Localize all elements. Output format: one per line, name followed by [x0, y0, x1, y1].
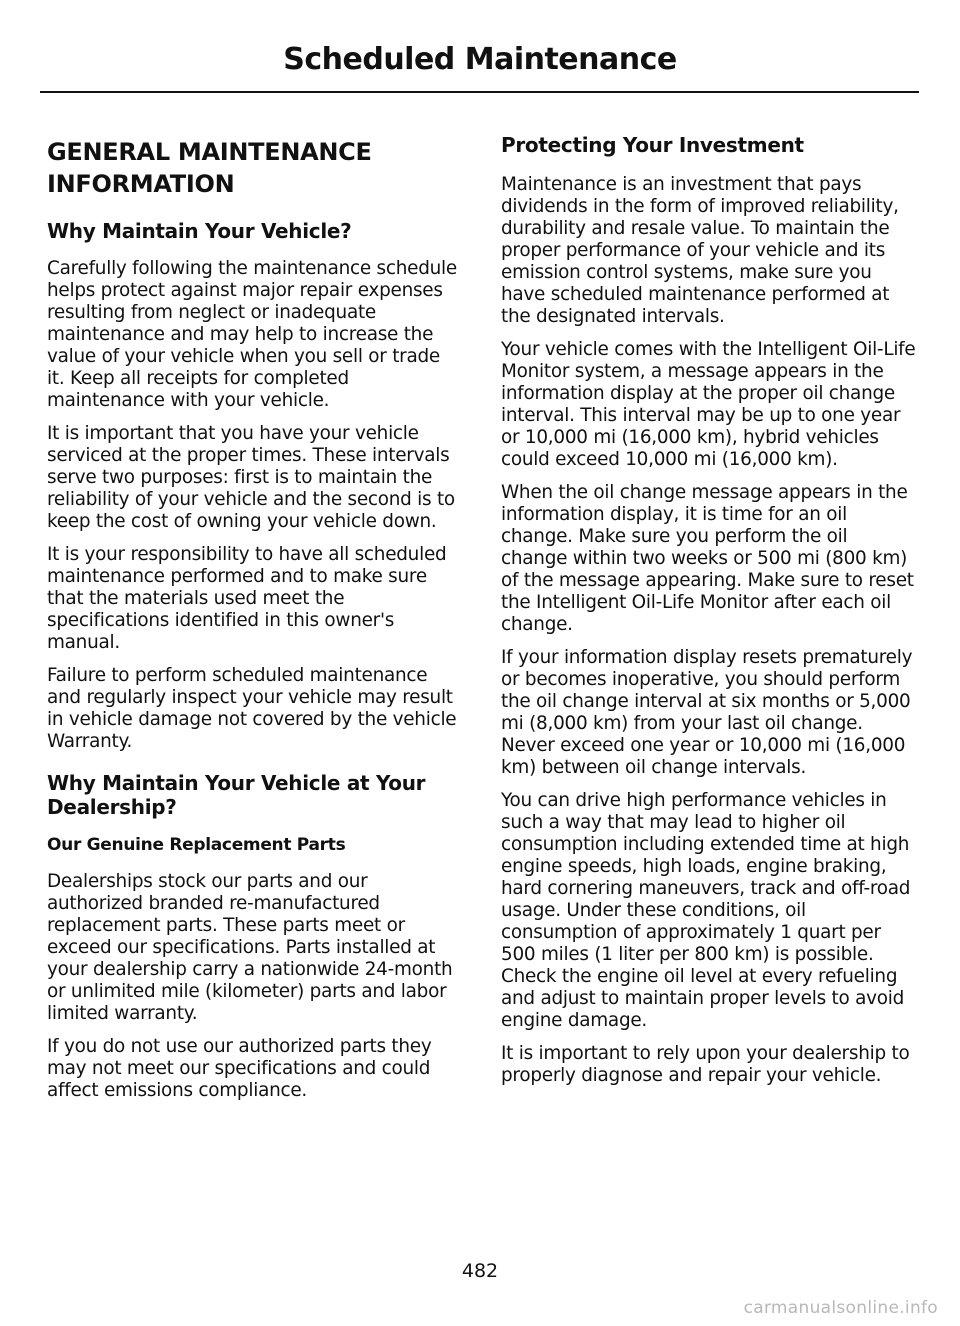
- paragraph: When the oil change message appears in the information display, it is time for an oil change. Make sure you perform the oil change within two weeks or 500 mi (800 km) of the message appearing. Make sure to reset the Intelligent Oil-Life Monitor after each oil change.: [501, 482, 914, 635]
- watermark-link[interactable]: carmanualsonline.info: [743, 1298, 938, 1318]
- dealership-heading: Why Maintain Your Vehicle at Your Dealership?: [47, 771, 426, 819]
- header-divider: [40, 91, 919, 93]
- protecting-investment-heading: Protecting Your Investment: [501, 133, 804, 157]
- why-maintain-heading: Why Maintain Your Vehicle?: [47, 219, 352, 243]
- page-header-title: Scheduled Maintenance: [283, 42, 677, 77]
- paragraph: Dealerships stock our parts and our authorized branded re-manufactured replacement parts. These parts meet or exceed our specifications. Parts installed at your dealership carry a nationwide 24-month or unlimited mile (kilometer) parts and labor limited warranty.: [47, 871, 453, 1024]
- page-number: 482: [461, 1260, 499, 1282]
- section-title: GENERAL MAINTENANCE INFORMATION: [47, 138, 372, 198]
- paragraph: Maintenance is an investment that pays dividends in the form of improved reliability, durability and resale value. To maintain the proper performance of your vehicle and its emission control systems, make sure you have scheduled maintenance performed at the designated intervals.: [501, 174, 899, 327]
- paragraph: Carefully following the maintenance schedule helps protect against major repair expenses resulting from neglect or inadequate maintenance and may help to increase the value of your vehicle when you sell or trade it. Keep all receipts for completed maintenance with your vehicle.: [47, 258, 457, 411]
- paragraph: It is important to rely upon your dealership to properly diagnose and repair your vehicle.: [501, 1043, 910, 1086]
- right-column: [501, 130, 919, 1098]
- paragraph: It is your responsibility to have all scheduled maintenance performed and to make sure that the materials used meet the specifications identified in this owner's manual.: [47, 544, 447, 653]
- paragraph: You can drive high performance vehicles in such a way that may lead to higher oil consumption including extended time at high engine speeds, high loads, engine braking, hard cornering maneuvers, track and off-road usage. Under these conditions, oil consumption of approximately 1 quart per 500 miles (1 liter per 800 km) is possible. Check the engine oil level at every refueling and adjust to maintain proper levels to avoid engine damage.: [501, 790, 911, 1031]
- paragraph: Your vehicle comes with the Intelligent Oil-Life Monitor system, a message appears in the information display at the proper oil change interval. This interval may be up to one year or 10,000 mi (16,000 km), hybrid vehicles could exceed 10,000 mi (16,000 km).: [501, 339, 916, 470]
- paragraph: Failure to perform scheduled maintenance and regularly inspect your vehicle may result in vehicle damage not covered by the vehicle Warranty.: [47, 665, 457, 752]
- genuine-parts-subheading: Our Genuine Replacement Parts: [47, 835, 346, 855]
- paragraph: It is important that you have your vehicle serviced at the proper times. These intervals serve two purposes: first is to maintain the reliability of your vehicle and the second is to keep the cost of owning your vehicle down.: [47, 423, 455, 532]
- paragraph: If you do not use our authorized parts they may not meet our specifications and could affect emissions compliance.: [47, 1036, 432, 1101]
- left-column: [47, 130, 462, 1113]
- paragraph: If your information display resets prematurely or becomes inoperative, you should perform the oil change interval at six months or 5,000 mi (8,000 km) from your last oil change. Never exceed one year or 10,000 mi (16,000 km) between oil change intervals.: [501, 647, 913, 778]
